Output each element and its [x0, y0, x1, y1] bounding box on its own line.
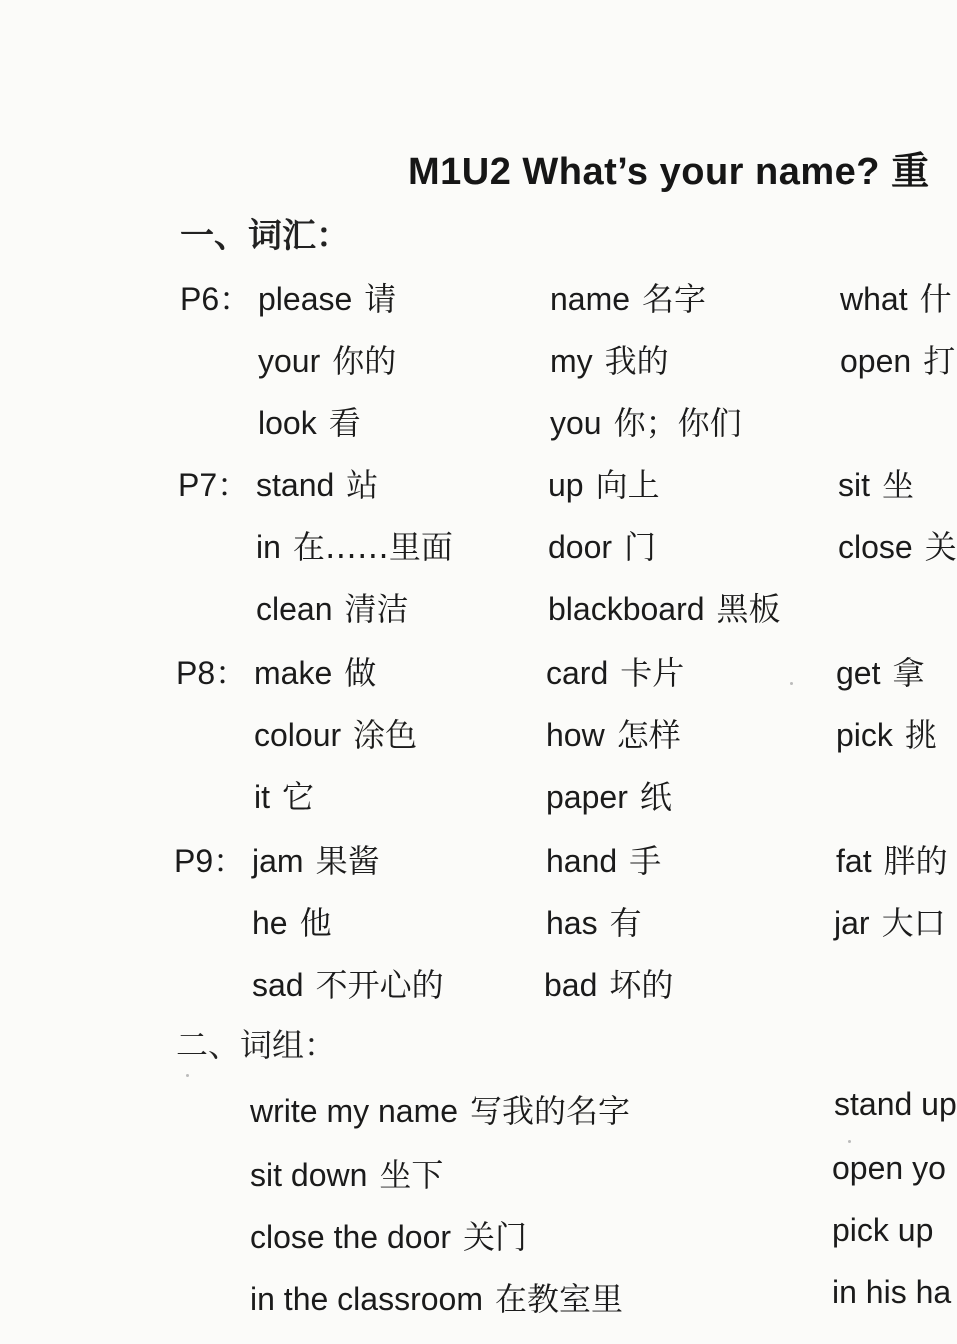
vocab-word: in: [256, 529, 281, 565]
vocab-meaning: 门: [624, 528, 657, 566]
vocab-entry: [546, 772, 672, 818]
vocab-entry: [256, 522, 453, 568]
phrase-text: open yo: [832, 1150, 946, 1186]
phrase-entry: [832, 1150, 946, 1187]
phrase-text: close the door: [250, 1219, 452, 1255]
vocab-word: make: [254, 655, 333, 691]
vocab-meaning: 关: [924, 528, 957, 566]
phrase-text: sit down: [250, 1157, 368, 1193]
vocab-word: blackboard: [548, 591, 705, 627]
vocab-meaning: 做: [344, 654, 377, 692]
vocab-word: stand: [256, 467, 335, 503]
vocab-heading: 一、词汇：: [180, 216, 350, 256]
phrase-text: write my name: [250, 1093, 459, 1129]
phrase-text: in his ha: [832, 1274, 952, 1310]
vocab-meaning: 黑板: [716, 590, 781, 628]
vocab-meaning: 坐: [882, 466, 915, 504]
vocab-meaning: 我的: [604, 342, 669, 380]
vocab-meaning: 涂色: [353, 716, 418, 754]
phrase-meaning: 关门: [463, 1218, 528, 1256]
vocab-meaning: 名字: [642, 280, 707, 318]
vocab-word: up: [548, 467, 584, 503]
phrase-meaning: 在教室里: [494, 1280, 623, 1318]
vocab-meaning: 怎样: [616, 716, 681, 754]
vocab-word: your: [258, 343, 321, 379]
phrase-entry: [834, 1086, 957, 1123]
vocab-meaning: 在……里面: [292, 528, 453, 566]
vocab-word: card: [546, 655, 609, 691]
vocab-word: close: [838, 529, 913, 565]
vocab-word: paper: [546, 779, 628, 815]
vocab-entry: [840, 336, 955, 382]
vocab-entry: [836, 648, 925, 694]
vocab-word: name: [550, 281, 631, 317]
vocab-entry: [836, 836, 948, 882]
vocab-meaning: 纸: [639, 778, 672, 816]
vocab-meaning: 果酱: [315, 842, 380, 880]
vocab-word: fat: [836, 843, 872, 879]
phrase-text: stand up: [834, 1086, 957, 1122]
vocab-meaning: 不开心的: [315, 966, 444, 1004]
vocab-entry: [256, 460, 378, 506]
vocab-meaning: 打: [923, 342, 956, 380]
vocab-word: bad: [544, 967, 598, 1003]
vocab-entry: [252, 836, 380, 882]
vocab-meaning: 大口: [881, 904, 946, 942]
vocab-meaning: 清洁: [344, 590, 409, 628]
vocab-entry: [252, 960, 444, 1006]
vocab-word: pick: [836, 717, 893, 753]
phrase-meaning: 坐下: [379, 1156, 444, 1194]
vocab-word: please: [258, 281, 353, 317]
vocab-word: open: [840, 343, 912, 379]
vocab-entry: [254, 772, 314, 818]
vocab-word: clean: [256, 591, 333, 627]
vocab-entry: [550, 398, 742, 444]
vocab-entry: [258, 336, 396, 382]
vocab-entry: [838, 522, 957, 568]
phrase-entry: [832, 1274, 951, 1311]
vocab-word: get: [836, 655, 881, 691]
scan-speck: [186, 1074, 189, 1077]
phrase-entry: [832, 1212, 933, 1249]
vocab-meaning: 他: [299, 904, 332, 942]
vocab-meaning: 向上: [595, 466, 660, 504]
vocab-meaning: 手: [629, 842, 662, 880]
phrase-entry: [250, 1086, 630, 1132]
vocab-meaning: 挑: [904, 716, 937, 754]
vocab-entry: [546, 836, 661, 882]
phrases-heading: 二、词组：: [176, 1026, 337, 1064]
vocab-entry: [550, 274, 706, 320]
page-label-p6: P6：: [180, 281, 252, 317]
vocab-entry: [548, 522, 656, 568]
vocab-word: colour: [254, 717, 342, 753]
vocab-entry: [254, 710, 417, 756]
scan-speck: [790, 682, 793, 685]
phrase-entry: [250, 1212, 527, 1258]
vocab-meaning: 你的: [332, 342, 397, 380]
vocab-word: it: [254, 779, 270, 815]
vocab-word: he: [252, 905, 288, 941]
phrase-text: in the classroom: [250, 1281, 483, 1317]
page-label-p9: P9：: [174, 843, 246, 879]
vocab-meaning: 你；你们: [613, 404, 742, 442]
phrase-entry: [250, 1150, 443, 1196]
vocab-word: how: [546, 717, 605, 753]
phrase-meaning: 写我的名字: [470, 1092, 631, 1130]
page-label-p8: P8：: [176, 655, 248, 691]
vocab-entry: [252, 898, 332, 944]
page-label-p7: P7：: [178, 467, 250, 503]
vocab-word: sit: [838, 467, 870, 503]
vocab-meaning: 它: [282, 778, 315, 816]
page-title: M1U2 What’s your name? 重: [408, 151, 930, 193]
vocab-word: has: [546, 905, 598, 941]
vocab-meaning: 看: [328, 404, 361, 442]
vocab-word: you: [550, 405, 602, 441]
vocab-entry: [838, 460, 914, 506]
vocab-word: hand: [546, 843, 618, 879]
vocab-meaning: 有: [609, 904, 642, 942]
vocab-entry: [548, 460, 660, 506]
vocab-meaning: 卡片: [620, 654, 685, 692]
vocab-meaning: 请: [364, 280, 397, 318]
vocab-word: jam: [252, 843, 304, 879]
phrase-entry: [250, 1274, 623, 1320]
vocab-entry: [548, 584, 781, 630]
vocab-word: sad: [252, 967, 304, 1003]
vocab-meaning: 胖的: [883, 842, 948, 880]
phrase-text: pick up: [832, 1212, 934, 1248]
vocab-entry: [840, 274, 952, 320]
vocab-entry: [544, 960, 673, 1006]
vocab-word: what: [840, 281, 908, 317]
vocab-entry: [546, 648, 684, 694]
vocab-entry: [834, 898, 946, 944]
vocab-word: door: [548, 529, 613, 565]
vocab-entry: [546, 710, 681, 756]
vocab-word: look: [258, 405, 317, 441]
vocab-meaning: 拿: [892, 654, 925, 692]
vocab-entry: [836, 710, 937, 756]
vocab-entry: [550, 336, 669, 382]
vocab-entry: [258, 398, 361, 444]
vocab-meaning: 站: [346, 466, 379, 504]
vocab-meaning: 什: [919, 280, 952, 318]
vocab-entry: [258, 274, 396, 320]
vocab-word: my: [550, 343, 593, 379]
scan-speck: [848, 1140, 851, 1143]
vocab-entry: [546, 898, 642, 944]
vocab-entry: [254, 648, 376, 694]
vocab-entry: [256, 584, 409, 630]
vocab-meaning: 坏的: [609, 966, 674, 1004]
vocab-word: jar: [834, 905, 870, 941]
